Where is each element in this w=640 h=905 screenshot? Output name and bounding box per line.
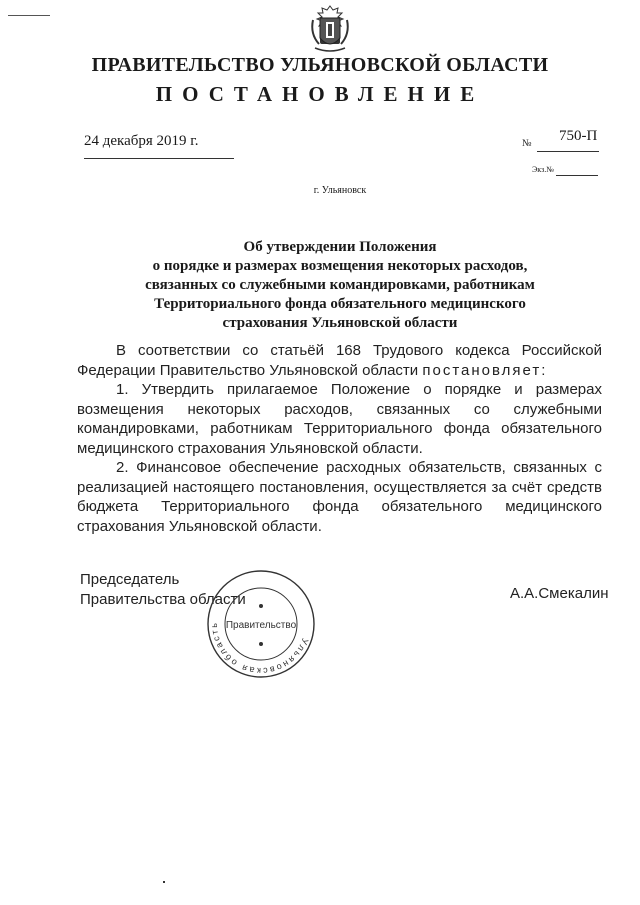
subject-line: страхования Ульяновской области: [222, 315, 458, 331]
official-seal-stamp: [205, 568, 317, 680]
org-title: ПРАВИТЕЛЬСТВО УЛЬЯНОВСКОЙ ОБЛАСТИ: [91, 54, 549, 76]
decree-subject: [0, 238, 640, 333]
decree-body: [77, 341, 602, 536]
item-1-paragraph: 1. Утвердить прилагаемое Положение о порядке и размерах возмещения некоторых расходов, связанных со служебными командировками, работникам Территориального фонда обязательного медицинского страхования Ульяновской области.: [77, 381, 602, 457]
preamble-text: В соответствии со статьёй 168 Трудового кодекса Российской Федерации Правительство Ульяновской области: [77, 342, 602, 379]
decree-word: постановляет:: [422, 361, 548, 379]
signatory-name: А.А.Смекалин: [510, 585, 609, 602]
decree-date: 24 декабря 2019 г.: [84, 133, 199, 149]
preamble-paragraph: [77, 341, 602, 380]
number-label: №: [522, 138, 532, 149]
subject-line: Территориального фонда обязательного медицинского: [154, 296, 526, 312]
svg-text:Правительство: Правительство: [225, 620, 297, 631]
page-mark: [163, 881, 165, 883]
city-label: г. Ульяновск: [313, 185, 367, 196]
subject-line: связанных со служебными командировками, работникам: [145, 277, 535, 293]
top-dash: [8, 15, 50, 16]
coat-of-arms-icon: [305, 4, 355, 54]
subject-line: Об утверждении Положения: [243, 239, 437, 255]
number-underline: [537, 151, 599, 152]
signatory-title-line: Правительства области: [80, 590, 246, 608]
signatory-title-line: Председатель: [80, 571, 180, 588]
subject-line: о порядке и размерах возмещения некоторых расходов,: [152, 258, 528, 274]
date-underline: [84, 158, 234, 159]
doc-type-title: ПОСТАНОВЛЕНИЕ: [155, 82, 485, 106]
copy-number-underline: [556, 175, 598, 176]
decree-number: 750-П: [559, 128, 598, 144]
item-2-paragraph: 2. Финансовое обеспечение расходных обязательств, связанных с реализацией настоящего постановления, осуществляется за счёт средств бюджета Территориального фонда обязательного медицинского страхования Ульяновской области.: [77, 459, 602, 535]
svg-text:Ульяновская область: Ульяновская область: [208, 621, 311, 677]
copy-number-label: Экз.№: [532, 165, 554, 174]
